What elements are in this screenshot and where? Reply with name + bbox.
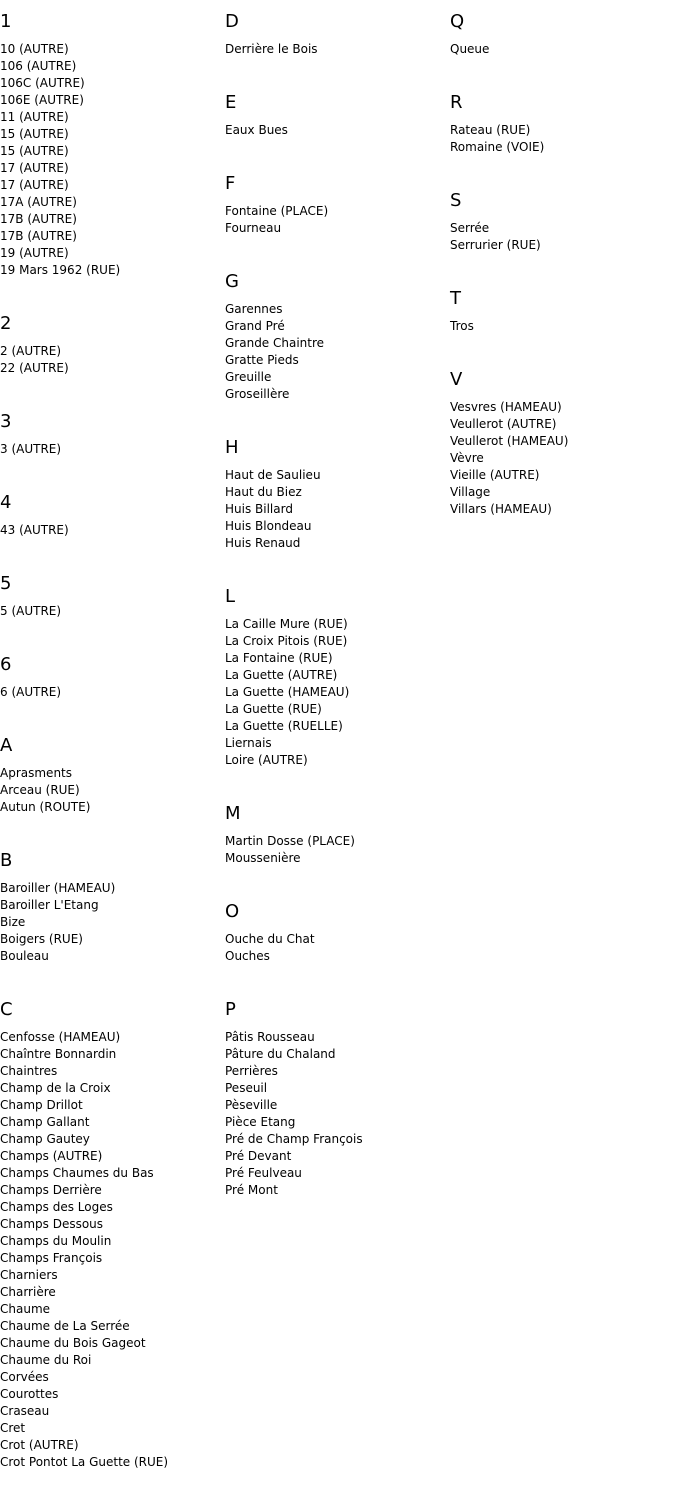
index-column-2 [225, 0, 450, 1222]
street-item[interactable]: Pré Feulveau [225, 1166, 302, 1180]
section-spacer [225, 965, 450, 988]
street-item[interactable]: Grand Pré [225, 319, 285, 333]
street-item[interactable]: La Guette (AUTRE) [225, 668, 338, 682]
street-item[interactable]: Courottes [0, 1387, 59, 1401]
street-item[interactable]: Moussenière [225, 851, 301, 865]
section-letter-heading: A [0, 735, 13, 756]
section-letter-heading: T [450, 288, 461, 309]
street-item[interactable]: La Guette (RUE) [225, 702, 322, 716]
street-item[interactable]: Romaine (VOIE) [450, 140, 545, 154]
street-item[interactable]: Vieille (AUTRE) [450, 468, 540, 482]
letter-section-c [0, 988, 225, 1494]
section-letter-heading: 4 [0, 492, 12, 513]
section-letter-heading: S [450, 190, 462, 211]
street-item[interactable]: Haut du Biez [225, 485, 302, 499]
street-item[interactable]: Arceau (RUE) [0, 783, 80, 797]
section-spacer [450, 58, 675, 81]
street-item[interactable]: Villars (HAMEAU) [450, 502, 552, 516]
street-item[interactable]: Garennes [225, 302, 283, 316]
letter-section-1 [0, 0, 225, 302]
section-letter-heading: R [450, 92, 463, 113]
street-item[interactable]: 17 (AUTRE) [0, 178, 69, 192]
street-item[interactable]: 43 (AUTRE) [0, 523, 69, 537]
street-list [225, 33, 450, 58]
street-item[interactable]: Pré Mont [225, 1183, 278, 1197]
street-item[interactable]: Eaux Bues [225, 123, 288, 137]
section-spacer [225, 552, 450, 575]
street-item[interactable]: La Guette (HAMEAU) [225, 685, 350, 699]
street-list [450, 114, 675, 156]
section-letter-heading: Q [450, 11, 465, 32]
street-item[interactable]: Rateau (RUE) [450, 123, 531, 137]
section-spacer [225, 58, 450, 81]
street-item[interactable]: Haut de Saulieu [225, 468, 321, 482]
street-item[interactable]: Pèseville [225, 1098, 278, 1112]
street-item[interactable]: Champ Gautey [0, 1132, 90, 1146]
street-item[interactable]: Loire (AUTRE) [225, 753, 308, 767]
street-item[interactable]: Champs François [0, 1251, 103, 1265]
street-item[interactable]: Pièce Etang [225, 1115, 296, 1129]
street-item[interactable]: 19 Mars 1962 (RUE) [0, 263, 121, 277]
index-column-3 [450, 0, 675, 541]
section-letter-heading: C [0, 999, 13, 1020]
street-list [225, 608, 450, 769]
street-list [225, 195, 450, 237]
street-item[interactable]: 106C (AUTRE) [0, 76, 85, 90]
street-item[interactable]: Baroiller (HAMEAU) [0, 881, 116, 895]
street-item[interactable]: Fontaine (PLACE) [225, 204, 329, 218]
street-item[interactable]: Champs des Loges [0, 1200, 113, 1214]
section-spacer [225, 867, 450, 890]
section-letter-heading: V [450, 369, 463, 390]
street-item[interactable]: Corvées [0, 1370, 49, 1384]
section-spacer [225, 237, 450, 260]
street-item[interactable]: Veullerot (HAMEAU) [450, 434, 569, 448]
street-item[interactable]: Charniers [0, 1268, 58, 1282]
street-item[interactable]: La Croix Pitois (RUE) [225, 634, 348, 648]
section-spacer [0, 539, 225, 562]
street-item[interactable]: Crot Pontot La Guette (RUE) [0, 1455, 169, 1469]
street-item[interactable]: Crot (AUTRE) [0, 1438, 79, 1452]
letter-section-5 [0, 562, 225, 643]
street-list [225, 114, 450, 139]
street-item[interactable]: Autun (ROUTE) [0, 800, 91, 814]
section-letter-heading: 2 [0, 313, 12, 334]
section-letter-heading: B [0, 850, 13, 871]
section-letter-heading: 5 [0, 573, 12, 594]
street-item[interactable]: Chaume [0, 1302, 51, 1316]
street-list [225, 293, 450, 403]
street-item[interactable]: Tros [450, 319, 474, 333]
street-item[interactable]: Greuille [225, 370, 272, 384]
street-item[interactable]: Chaîntre Bonnardin [0, 1047, 117, 1061]
street-item[interactable]: Cenfosse (HAMEAU) [0, 1030, 121, 1044]
street-item[interactable]: Aprasments [0, 766, 72, 780]
section-spacer [450, 518, 675, 541]
section-letter-heading: E [225, 92, 237, 113]
section-spacer [0, 279, 225, 302]
street-item[interactable]: Huis Billard [225, 502, 293, 516]
section-spacer [0, 816, 225, 839]
street-item[interactable]: Peseuil [225, 1081, 268, 1095]
street-item[interactable]: Grande Chaintre [225, 336, 325, 350]
street-list [225, 459, 450, 552]
street-item[interactable]: Champs Derrière [0, 1183, 102, 1197]
street-list [450, 310, 675, 335]
section-letter-heading: G [225, 271, 239, 292]
street-item[interactable]: Champs (AUTRE) [0, 1149, 103, 1163]
street-item[interactable]: 5 (AUTRE) [0, 604, 62, 618]
section-spacer [0, 620, 225, 643]
section-spacer [450, 156, 675, 179]
street-item[interactable]: 17 (AUTRE) [0, 161, 69, 175]
street-item[interactable]: Derrière le Bois [225, 42, 318, 56]
street-item[interactable]: Craseau [0, 1404, 50, 1418]
street-item[interactable]: 15 (AUTRE) [0, 127, 69, 141]
street-item[interactable]: 19 (AUTRE) [0, 246, 69, 260]
street-item[interactable]: 106E (AUTRE) [0, 93, 84, 107]
section-letter-heading: F [225, 173, 236, 194]
street-list [0, 335, 225, 377]
street-item[interactable]: Champs Dessous [0, 1217, 104, 1231]
street-item[interactable]: Chaintres [0, 1064, 58, 1078]
street-list [0, 872, 225, 965]
street-list [0, 595, 225, 620]
street-list [225, 923, 450, 965]
index-column-1 [0, 0, 225, 1494]
section-letter-heading: P [225, 999, 236, 1020]
street-item[interactable]: Perrières [225, 1064, 278, 1078]
street-item[interactable]: Liernais [225, 736, 272, 750]
street-item[interactable]: 17A (AUTRE) [0, 195, 77, 209]
street-item[interactable]: Groseillère [225, 387, 290, 401]
street-item[interactable]: 17B (AUTRE) [0, 229, 77, 243]
street-item[interactable]: Veullerot (AUTRE) [450, 417, 557, 431]
street-item[interactable]: 22 (AUTRE) [0, 361, 69, 375]
street-item[interactable]: Champ Gallant [0, 1115, 90, 1129]
street-item[interactable]: Queue [450, 42, 490, 56]
street-item[interactable]: Pâtis Rousseau [225, 1030, 315, 1044]
street-item[interactable]: La Fontaine (RUE) [225, 651, 333, 665]
street-item[interactable]: Gratte Pieds [225, 353, 299, 367]
street-item[interactable]: Chaume du Bois Gageot [0, 1336, 146, 1350]
street-list [0, 676, 225, 701]
section-spacer [450, 335, 675, 358]
street-item[interactable]: 106 (AUTRE) [0, 59, 77, 73]
section-spacer [0, 377, 225, 400]
street-item[interactable]: 11 (AUTRE) [0, 110, 69, 124]
letter-section-d [225, 0, 450, 81]
street-list [225, 825, 450, 867]
section-spacer [225, 1199, 450, 1222]
street-item[interactable]: Bouleau [0, 949, 49, 963]
street-item[interactable]: Champ Drillot [0, 1098, 83, 1112]
street-list [450, 33, 675, 58]
street-item[interactable]: 3 (AUTRE) [0, 442, 62, 456]
letter-section-r [450, 81, 675, 179]
street-item[interactable]: Village [450, 485, 491, 499]
letter-section-s [450, 179, 675, 277]
street-list [450, 391, 675, 518]
street-item[interactable]: Huis Renaud [225, 536, 301, 550]
street-item[interactable]: Cret [0, 1421, 26, 1435]
section-spacer [225, 769, 450, 792]
letter-section-p [225, 988, 450, 1222]
section-spacer [225, 403, 450, 426]
section-letter-heading: M [225, 803, 241, 824]
street-item[interactable]: Boigers (RUE) [0, 932, 83, 946]
street-item[interactable]: Martin Dosse (PLACE) [225, 834, 355, 848]
street-list [450, 212, 675, 254]
street-item[interactable]: Pâture du Chaland [225, 1047, 336, 1061]
street-item[interactable]: Huis Blondeau [225, 519, 312, 533]
letter-section-m [225, 792, 450, 890]
section-letter-heading: D [225, 11, 239, 32]
street-item[interactable]: Serrée [450, 221, 490, 235]
street-item[interactable]: Champs du Moulin [0, 1234, 112, 1248]
street-item[interactable]: Ouche du Chat [225, 932, 315, 946]
street-item[interactable]: Serrurier (RUE) [450, 238, 541, 252]
section-spacer [0, 701, 225, 724]
section-spacer [225, 139, 450, 162]
street-item[interactable]: Champ de la Croix [0, 1081, 111, 1095]
section-spacer [0, 1471, 225, 1494]
section-spacer [0, 458, 225, 481]
street-list [0, 757, 225, 816]
street-item[interactable]: Chaume de La Serrée [0, 1319, 130, 1333]
street-item[interactable]: Charrière [0, 1285, 56, 1299]
street-item[interactable]: 17B (AUTRE) [0, 212, 77, 226]
section-letter-heading: 6 [0, 654, 12, 675]
street-list [225, 1021, 450, 1199]
section-letter-heading: L [225, 586, 236, 607]
street-item[interactable]: La Guette (RUELLE) [225, 719, 343, 733]
section-spacer [0, 965, 225, 988]
letter-section-g [225, 260, 450, 426]
letter-section-b [0, 839, 225, 988]
letter-section-v [450, 358, 675, 541]
street-item[interactable]: 10 (AUTRE) [0, 42, 69, 56]
letter-section-a [0, 724, 225, 839]
letter-section-f [225, 162, 450, 260]
street-item[interactable]: Ouches [225, 949, 270, 963]
letter-section-6 [0, 643, 225, 724]
street-list [0, 514, 225, 539]
letter-section-l [225, 575, 450, 792]
street-item[interactable]: Pré Devant [225, 1149, 292, 1163]
street-item[interactable]: Pré de Champ François [225, 1132, 363, 1146]
letter-section-o [225, 890, 450, 988]
street-item[interactable]: Fourneau [225, 221, 282, 235]
street-item[interactable]: Vèvre [450, 451, 484, 465]
street-item[interactable]: Baroiller L'Etang [0, 898, 99, 912]
letter-section-4 [0, 481, 225, 562]
street-item[interactable]: Champs Chaumes du Bas [0, 1166, 154, 1180]
street-item[interactable]: 6 (AUTRE) [0, 685, 62, 699]
letter-section-h [225, 426, 450, 575]
street-item[interactable]: 2 (AUTRE) [0, 344, 62, 358]
section-spacer [450, 254, 675, 277]
street-item[interactable]: Vesvres (HAMEAU) [450, 400, 562, 414]
street-list [0, 33, 225, 279]
letter-section-3 [0, 400, 225, 481]
street-item[interactable]: Bize [0, 915, 26, 929]
street-item[interactable]: Chaume du Roi [0, 1353, 92, 1367]
letter-section-e [225, 81, 450, 162]
section-letter-heading: O [225, 901, 240, 922]
street-list [0, 433, 225, 458]
letter-section-t [450, 277, 675, 358]
letter-section-q [450, 0, 675, 81]
letter-section-2 [0, 302, 225, 400]
section-letter-heading: 1 [0, 11, 12, 32]
street-item[interactable]: La Caille Mure (RUE) [225, 617, 348, 631]
street-list [0, 1021, 225, 1471]
street-item[interactable]: 15 (AUTRE) [0, 144, 69, 158]
section-letter-heading: 3 [0, 411, 12, 432]
section-letter-heading: H [225, 437, 239, 458]
